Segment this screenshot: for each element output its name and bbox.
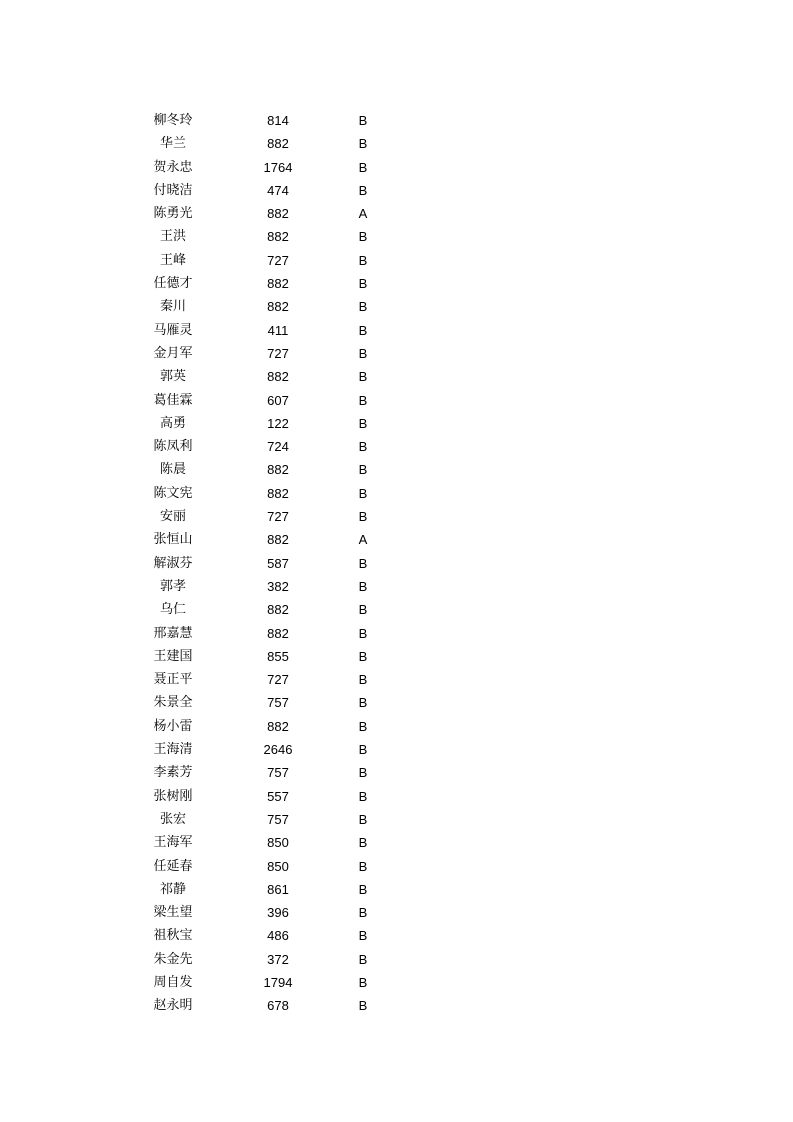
table-row [133, 552, 413, 575]
grade-cell: B [358, 742, 368, 758]
name-cell: 陈晨 [159, 462, 186, 478]
name-cell: 王峰 [159, 252, 186, 268]
name-cell: 杨小雷 [153, 718, 193, 734]
name-cell: 马雁灵 [153, 322, 193, 338]
name-cell: 秦川 [159, 299, 186, 315]
grade-cell: B [358, 578, 368, 594]
data-table [133, 109, 413, 1018]
grade-cell: B [358, 858, 368, 874]
name-cell: 李素芳 [153, 765, 193, 781]
grade-cell: B [358, 811, 368, 827]
amount-cell: 882 [267, 532, 289, 548]
table-row [133, 575, 413, 598]
name-cell: 祁静 [159, 881, 186, 897]
name-cell: 任延春 [153, 858, 193, 874]
name-cell: 王洪 [159, 229, 186, 245]
name-cell: 王海清 [153, 742, 193, 758]
table-row [133, 225, 413, 248]
grade-cell: B [358, 159, 368, 175]
table-row [133, 389, 413, 412]
grade-cell: B [358, 415, 368, 431]
grade-cell: B [358, 905, 368, 921]
grade-cell: A [358, 532, 368, 548]
amount-cell: 757 [267, 695, 289, 711]
table-row [133, 761, 413, 784]
name-cell: 金月军 [153, 345, 193, 361]
amount-cell: 1764 [263, 159, 293, 175]
table-row [133, 528, 413, 551]
grade-cell: B [358, 695, 368, 711]
table-row [133, 691, 413, 714]
table-row [133, 482, 413, 505]
table-row [133, 179, 413, 202]
name-cell: 解淑芬 [153, 555, 193, 571]
grade-cell: B [358, 648, 368, 664]
grade-cell: B [358, 788, 368, 804]
table-row [133, 319, 413, 342]
name-cell: 乌仁 [159, 602, 186, 618]
amount-cell: 411 [267, 322, 289, 338]
amount-cell: 486 [267, 928, 289, 944]
table-row [133, 831, 413, 854]
table-row [133, 342, 413, 365]
grade-cell: B [358, 555, 368, 571]
amount-cell: 882 [267, 276, 289, 292]
name-cell: 张宏 [159, 811, 186, 827]
grade-cell: A [358, 206, 368, 222]
amount-cell: 1794 [263, 974, 293, 990]
grade-cell: B [358, 345, 368, 361]
amount-cell: 757 [267, 765, 289, 781]
amount-cell: 850 [267, 835, 289, 851]
amount-cell: 372 [267, 951, 289, 967]
amount-cell: 882 [267, 485, 289, 501]
grade-cell: B [358, 951, 368, 967]
grade-cell: B [358, 881, 368, 897]
grade-cell: B [358, 113, 368, 128]
table-row [133, 948, 413, 971]
amount-cell: 882 [267, 229, 289, 245]
table-row [133, 715, 413, 738]
amount-cell: 882 [267, 206, 289, 222]
name-cell: 贺永忠 [153, 159, 193, 175]
grade-cell: B [358, 136, 368, 152]
table-row [133, 971, 413, 994]
table-row [133, 901, 413, 924]
amount-cell: 382 [267, 578, 289, 594]
name-cell: 付晓洁 [153, 182, 193, 198]
name-cell: 邢嘉慧 [153, 625, 193, 641]
table-row [133, 994, 413, 1017]
table-row [133, 668, 413, 691]
grade-cell: B [358, 718, 368, 734]
grade-cell: B [358, 602, 368, 618]
grade-cell: B [358, 835, 368, 851]
grade-cell: B [358, 765, 368, 781]
grade-cell: B [358, 672, 368, 688]
name-cell: 聂正平 [153, 672, 193, 688]
name-cell: 任德才 [153, 276, 193, 292]
name-cell: 张树刚 [153, 788, 193, 804]
amount-cell: 882 [267, 625, 289, 641]
table-row [133, 855, 413, 878]
grade-cell: B [358, 252, 368, 268]
name-cell: 赵永明 [153, 998, 193, 1014]
name-cell: 华兰 [159, 136, 186, 152]
amount-cell: 882 [267, 462, 289, 478]
table-row [133, 808, 413, 831]
table-row [133, 435, 413, 458]
grade-cell: B [358, 974, 368, 990]
table-row [133, 412, 413, 435]
amount-cell: 861 [267, 881, 289, 897]
name-cell: 王建国 [153, 648, 193, 664]
amount-cell: 607 [267, 392, 289, 408]
table-row [133, 365, 413, 388]
amount-cell: 587 [267, 555, 289, 571]
name-cell: 陈文宪 [153, 485, 193, 501]
amount-cell: 2646 [263, 742, 293, 758]
table-row [133, 622, 413, 645]
name-cell: 郭英 [159, 369, 186, 385]
amount-cell: 727 [267, 252, 289, 268]
table-row [133, 645, 413, 668]
table-row [133, 272, 413, 295]
table-row [133, 109, 413, 132]
table-row [133, 156, 413, 179]
table-row [133, 785, 413, 808]
table-row [133, 132, 413, 155]
name-cell: 安丽 [159, 509, 186, 525]
amount-cell: 727 [267, 509, 289, 525]
amount-cell: 727 [267, 672, 289, 688]
name-cell: 郭孝 [159, 578, 186, 594]
table-row [133, 505, 413, 528]
grade-cell: B [358, 509, 368, 525]
amount-cell: 882 [267, 602, 289, 618]
amount-cell: 727 [267, 345, 289, 361]
amount-cell: 757 [267, 811, 289, 827]
amount-cell: 396 [267, 905, 289, 921]
amount-cell: 855 [267, 648, 289, 664]
amount-cell: 882 [267, 136, 289, 152]
amount-cell: 122 [267, 415, 289, 431]
name-cell: 张恒山 [153, 532, 193, 548]
table-row [133, 295, 413, 318]
grade-cell: B [358, 369, 368, 385]
amount-cell: 678 [267, 998, 289, 1014]
table-row [133, 458, 413, 481]
amount-cell: 557 [267, 788, 289, 804]
grade-cell: B [358, 276, 368, 292]
grade-cell: B [358, 182, 368, 198]
table-row [133, 202, 413, 225]
amount-cell: 882 [267, 369, 289, 385]
grade-cell: B [358, 998, 368, 1014]
name-cell: 王海军 [153, 835, 193, 851]
grade-cell: B [358, 485, 368, 501]
grade-cell: B [358, 299, 368, 315]
name-cell: 朱金先 [153, 951, 193, 967]
table-row [133, 249, 413, 272]
grade-cell: B [358, 229, 368, 245]
name-cell: 陈勇光 [153, 206, 193, 222]
name-cell: 陈凤利 [153, 439, 193, 455]
name-cell: 葛佳霖 [153, 392, 193, 408]
grade-cell: B [358, 439, 368, 455]
name-cell: 周自发 [153, 974, 193, 990]
name-cell: 朱景全 [153, 695, 193, 711]
name-cell: 祖秋宝 [153, 928, 193, 944]
table-row [133, 598, 413, 621]
grade-cell: B [358, 928, 368, 944]
amount-cell: 474 [267, 182, 289, 198]
grade-cell: B [358, 625, 368, 641]
amount-cell: 882 [267, 718, 289, 734]
table-row [133, 878, 413, 901]
amount-cell: 850 [267, 858, 289, 874]
name-cell: 梁生望 [153, 905, 193, 921]
name-cell: 高勇 [159, 415, 186, 431]
grade-cell: B [358, 392, 368, 408]
name-cell: 柳冬玲 [153, 113, 193, 128]
table-row [133, 738, 413, 761]
grade-cell: B [358, 322, 368, 338]
amount-cell: 814 [267, 113, 289, 128]
amount-cell: 724 [267, 439, 289, 455]
table-row [133, 924, 413, 947]
amount-cell: 882 [267, 299, 289, 315]
grade-cell: B [358, 462, 368, 478]
